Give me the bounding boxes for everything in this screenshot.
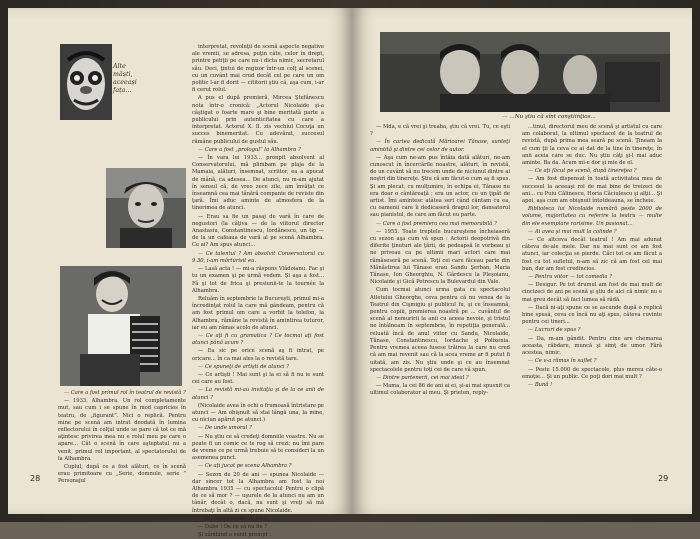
right-page-number: 29: [658, 474, 669, 483]
paragraph: — Ce aţi fi cu gramatica ? Ce tocmai aţi fost atunci până acum ?: [192, 332, 324, 347]
paragraph: — Care a fost primul rol în teatrul de revistă ?: [64, 390, 186, 396]
paragraph: — 1955. Toate treptele bucureştene încheiaseră cu sezon aşa cum vă spun : Actorii deopotrivă din diferite ţinuturi ale ţării, de pedeapsă le vorbeau şi ne priveau ca pe ultimii mari actori care mai rămăseseră pe scenă. Toţi cei care făceau parte din Mănăstirea lui Tănase erau Sandu Şerban, Maria Tănase, Ion Gheorghiu, N. Gârdescu la Pleşoianu, Nicolaide şi Gică Petrescu la Bulevardul din Vale.: [370, 228, 510, 286]
photo-caption: — ...Nu ştiu că sînt conştiinţios...: [502, 114, 596, 120]
paragraph: — Lasă acta ! — mi-a răspuns Vlădoianu. Fac şi tu un examen şi pe urmă vedem. Şi aşa a fost... Fă şi tot de frica şi presiunii-te la tournée la Alhambra.: [192, 266, 324, 294]
paragraph: — Ea sic pe orice scenă aş fi intrat, pe oricare... în ca mai ales la o revistă tare.: [192, 348, 324, 362]
left-column-bottom: [58, 390, 186, 485]
paragraph: — 1933. Alhambra. Un rol completamente mut, sau cum i se spune în mod capricios în teatru, de „figurant”. Nici o replică. Pentru mine pe scenă am intrat deodată în lumina reflectorului în colţul unde se pare că tot ce mă aţintesc privirea mea nu e rolul meu pe care o apare... Cât o scenă în care aşteptatul nu a venit, primul rol important, al spectatorului de la Alhambra.: [58, 398, 186, 462]
paragraph: — Ce aţi jucat pe scena Alhambra ?: [198, 463, 292, 470]
photo-masked-face: [60, 44, 112, 120]
paragraph: (Nicolaide avea în ochi o frumoasă întristare pe atunci — Am obişnuit să stai lângă una, la mine, cu niciun apărut pe atunci.): [192, 402, 324, 424]
paragraph: — Ei, cum e feţica, ai tre ?: [198, 515, 268, 522]
paragraph: Biblioteca lui Nicolaide numără peste 2000 de volume, majoritatea cu referire la teatru — multe din ele exemplare rarisime. Un pasionat...: [522, 206, 662, 227]
paragraph: — Ce altceva decât teatrul ! Am mai adunat câteva de-ale mele. Dar nu mai sunt ce am fost atunci, iar colecţia se pierde. Căci tot ce am făcut a fost cu tot sufletul, n-am să zic că am fost cel mai bun, dar am fost credincios.: [522, 237, 662, 272]
left-page-number: 28: [30, 474, 41, 483]
paragraph: — În cartea dedicată Mărioarei Tănase, sunteţi amintită şi dintre cei celor de autor.: [370, 139, 510, 153]
photo-three-men: [380, 32, 670, 112]
paragraph: — Lucruri de spus ?: [528, 327, 581, 334]
side-caption: Alte măști, aceeași fața...: [113, 63, 137, 94]
paragraph: — La revistă mi-au invitaţia şi de la ce anii de atunci ?: [192, 387, 324, 401]
paragraph: — Sezon de 20 de ani — spunea Nicolaide — dar sincer tot la Alhambra am fost la noi Alhambra 1935 — cu spectacolul Pentru o clipă de ce să mor ? — uşurele de la atunci nu am un tânăr, decât o, dacă, nu sunt şi vreţi să mă întrebaţi în altă zi ce spune Nicolaide.: [192, 471, 324, 514]
paragraph: interpretat, revoluţii de scenă aspecte negative ale vremii, se adresa, puţin câte, celor în drept, printre petiţii pe care nu-i dicta nimic, secretarul său. Deci, ţintui de regizor într-un colţ al scenei, cu un cuvânt mai crud decât cel pe care un om politic l-ar fi dorit — cititorii ştiu că, aşa cum, i-ar fi cerut rolul.: [192, 44, 324, 94]
paragraph: — Ce v-a rămas în suflet ?: [528, 358, 597, 365]
paragraph: Cum tocmai atunci urma gata cu spectacolul Atletului Gheorghe, ceva pentru că nu venea de la Teatrul din Cişmigiu şi publicul fu, şi ce înseamnă, pentru copiii, premierea noastră pe ... cuvântul de scenă al nemuririi la anii cu aceea nevoie, şi tristul ne întâlneam în septembrie, în repetiţia generală... reluată încă de anul viitor cu Sandu, Nicolaide, Tănase, Constantinescu, Iordache şi Polixenia. Pentru vremea aceea fusese trăirea la care nu cred că am mai revenit sau că la acea vreme ar fi putut fi uitată, am zis. Nu ştiu unde şi ce au însemnat spectacolele pentru toţi cei de care vă spun.: [370, 287, 510, 373]
paragraph: — Dacă ni-aţi spune ce se ascunde după o replică bine spusă, ceva ce încă nu aţi spus, câteva cuvinte pentru cei tineri...: [522, 304, 662, 326]
paragraph: — Da, m-am gândit. Pentru cine are chemarea aceasta, răbdare, muncă şi simţ de umor. Fără acestea, nimic.: [522, 335, 662, 357]
paragraph: — Erau sa fie un pasaj de vară în care de negustori (la câţiva — de la viitorul director Anastasiu, Constantinescu, Iordănescu, un tip — de la un cafeaua de vară al pe scenă Alhambra. Ce ai? Am spus atunci...: [192, 213, 324, 249]
paragraph: — Care a fost premiera cea mai memorabilă ?: [376, 220, 497, 227]
paragraph: — Am fost dispensat în toată activitatea mea de succesul la aceeaşi rol de mai bine de treizeci de ani... cu Puiu Călinescu, Horia Căciulescu şi alţii... Şi apoi, aşa cum am obişnuit întotdeauna, se încheie.: [522, 176, 662, 205]
right-page-left-column: [370, 124, 510, 474]
paragraph: — Mda, e că vrei şi treaba, ştiu că vrei. Tu, ce eşti ?: [370, 124, 510, 138]
paragraph: Şi zâmbind a venit prompt :: [198, 532, 272, 539]
paragraph: — Aşa cum ne-am pus întâia dată alături, ne-am cunoscut în încercările noastre, alături, în revistă, de un cuvânt să nu trecem unde de niciunul dintre ai noştri din tinereţe. Ştiu că am făcut-o cum aş fi spus. Şi am plecat, cu mulţumire, în echipa ei, Tănase nu era doar o cântăreaţă ; era un actor, cu un ţipăt de artist. Îmi amintesc atâtea seri când cântam cu ea, cu oamenii care îi dedicaseră dragul lor, dansatorul sau pianistul, de care am făcut eu parte.: [370, 154, 510, 219]
paragraph: — În vara lui 1933... pronpit absolvent al Conservatorului, mă plimbam pe plaja de la Mamaia, alături, însemnat, scriitor, ea a apucat de mână, ca adesea... De atunci, nu m-am ajutat în sensul că, de vreo zece zile, am învăţat ce înseamnă cea mai tânără companie de reviste din ţară. Îmi aduc aminte de atmosfera de la tinerimea de atunci.: [192, 155, 324, 212]
left-page-right-column: [192, 44, 324, 539]
paragraph: — Peste 15.000 de spectacole, plus mereu câte-o emoţie... Şi un public. Ce poţi dori mai mult ?: [522, 366, 662, 380]
paragraph: — Desigur. Pe tot drumul am fost de mai mult de cincizeci de ani pe scenă şi ştiu de aici că nimic nu e mai greu decât să faci lumea să râdă.: [522, 282, 662, 303]
right-page: [352, 8, 692, 514]
paragraph: A pus el după premieră, Mircea Ştefănescu nota într-o cronică: „Actorul Nicolaide şi-a câştigat o foarte mare şi bine meritată parte a publicului prin autenticitatea cu care a interpretat. Actorul X. Il. zis vechiul Cocuţa un succes binemeritat. Cu adevărat, succesul rămâne publicului de gustul său.: [192, 95, 324, 145]
paragraph: — Mama, la cei 86 de ani ai ei, şi-ai mai spusnit ca ultimul colaborator al meu. Şi prieten, reply-: [370, 383, 510, 397]
paragraph: — Bună !: [528, 381, 553, 388]
paragraph: — Care a fost „prologul” la Alhambra ?: [198, 146, 301, 153]
paragraph: Reluăm în septembrie la București, primul mi-a încredinţat rolul la care mă gândeam, pentru că am fost primul om care a vorbit la telefon, la Alhambra, rămâne la revistă în amintirea tuturor, iar eu am rămas acolo de atunci.: [192, 295, 324, 331]
paragraph: — Ce artişti ! Mai sunt şi la ei să fi nu ie sunt cei care au fost.: [192, 371, 324, 386]
paragraph: — Dabe ! De ce să nu fie ?: [198, 524, 268, 530]
paragraph: Cuplul, după ce a fost alături, ce în scenă erau primitoare cu „Serie, domnule, serie ” Personajul: [58, 464, 186, 485]
paragraph: — Dintre partenerii, cei mai ideal ?: [376, 374, 469, 381]
paragraph: — Ce spuneţi de artişti de atunci ?: [198, 363, 289, 370]
paragraph: — De unde umorul ?: [198, 425, 252, 432]
paragraph: ...tinul, directorul meu de scenă şi artistul cu care am colaborat, la ultimul spectacol de la teatrul de revistă, după prima mea seară pe scenă. Ţineam la el cum ţii la ceva ce ai dat de la tine în tinereţe, în anii aceia care se duc. Nu ştiu câţi şi-l mai aduc aminte. Ba da. Acum mi-e dor şi mie de el.: [522, 124, 662, 167]
photo-accordion-player: [60, 266, 182, 386]
paragraph: — Nu ştiu ce să credeţi domniile voastre. Nu se poate fi un comic ce te rog să crezi; nu îmi pare de vreme ce pe urmă trebuie să te consideri la un asemenea punct.: [192, 433, 324, 462]
paragraph: — Ai avea şi mai mult la colinde ?: [528, 228, 617, 235]
paragraph: — Pentru viitor — tot comedia ?: [528, 274, 612, 281]
left-page: [8, 8, 352, 539]
paragraph: — Ce aţi făcut pe scenă, după tinereţea ?: [528, 168, 637, 175]
right-page-right-column: [522, 124, 662, 474]
photo-man-portrait: [106, 168, 186, 248]
paragraph: — Ce talentul ? Am absolvit Conservatorul cu 9.30, i-am mărturisit eu.: [192, 250, 324, 264]
